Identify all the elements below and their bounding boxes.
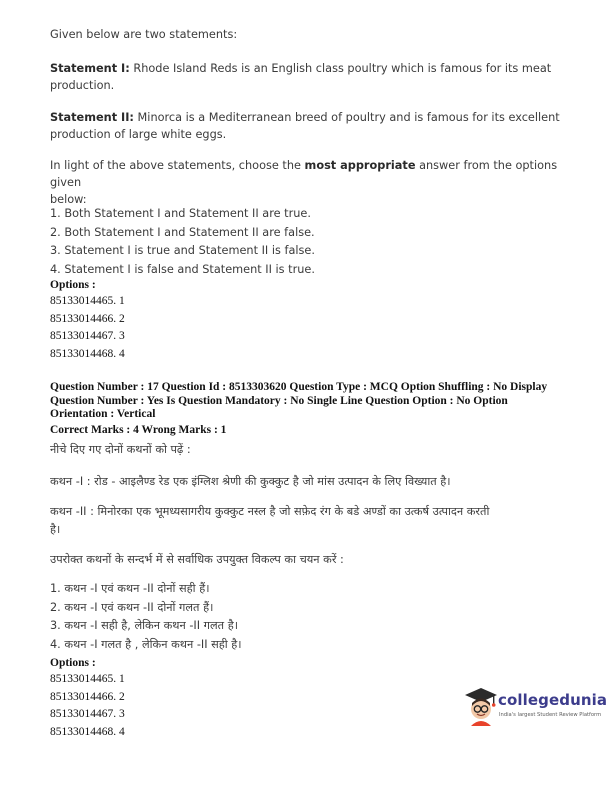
q16-choices [50, 205, 315, 279]
collegedunia-logo [464, 686, 608, 736]
q16-statement-2 [50, 109, 570, 143]
option-item: 85133014465. 1 [50, 295, 125, 307]
logo-tagline: India's largest Student Review Platform [499, 712, 602, 718]
statement-2-text: Minorca is a Mediterranean breed of poultry and is famous for its excellent [133, 111, 560, 124]
q17-instruction: उपरोक्त कथनों के सन्दर्भ में से सर्वाधिक उपयुक्त विकल्प का चयन करें : [50, 553, 344, 566]
q17-statement-2-text: कथन -II : मिनोरका एक भूमध्यसागरीय कुक्कुट नस्ल है जो सफ़ेद रंग के बडे अण्डों का उत्कर्ष उत्पादन करती [50, 505, 490, 518]
q17-header [50, 381, 590, 437]
q16-intro: Given below are two statements: [50, 28, 238, 41]
statement-1-label: Statement I: [50, 62, 130, 75]
statement-1-text: Rhode Island Reds is an English class poultry which is famous for its meat [129, 62, 552, 75]
choice-item: 1. Both Statement I and Statement II are true. [50, 207, 311, 220]
q17-options-label: Options : [50, 657, 96, 669]
q17-choices [50, 580, 242, 654]
q17-header-line: Question Number : 17 Question Id : 8513303620 Question Type : MCQ Option Shuffling : No Display [50, 381, 548, 393]
choice-item: 1. कथन -I एवं कथन -II दोनों सही हैं। [50, 582, 210, 595]
choice-item: 3. कथन -I सही है, लेकिन कथन -II गलत है। [50, 619, 238, 632]
option-item: 85133014468. 4 [50, 347, 125, 360]
statement-1-text-cont: production. [50, 79, 115, 92]
option-item: 85133014468. 4 [50, 725, 125, 738]
q17-statement-2-cont: है। [50, 523, 61, 536]
instruction-text-end: answer from the options given [50, 159, 558, 189]
q16-instruction [50, 157, 570, 208]
statement-2-text-cont: production of large white eggs. [50, 128, 227, 141]
q17-header-line: Question Number : Yes Is Question Mandatory : No Single Line Question Option : No Option [50, 394, 508, 407]
q17-header-line: Orientation : Vertical [50, 408, 156, 420]
instruction-text: In light of the above statements, choose the [50, 159, 305, 172]
logo-wordmark: collegedunia [498, 691, 608, 709]
choice-item: 2. कथन -I एवं कथन -II दोनों गलत हैं। [50, 600, 214, 614]
statement-2-label: Statement II: [50, 111, 134, 124]
choice-item: 2. Both Statement I and Statement II are false. [50, 225, 315, 239]
option-item: 85133014466. 2 [50, 312, 125, 325]
q16-statement-1 [50, 60, 570, 94]
choice-item: 4. कथन -I गलत है , लेकिन कथन -II सही है। [50, 637, 242, 651]
q16-options-label: Options : [50, 279, 96, 291]
instruction-text-cont: below: [50, 193, 87, 206]
graduate-mascot-icon [464, 686, 498, 726]
q17-options [50, 671, 125, 741]
q16-options [50, 293, 125, 363]
q17-marks: Correct Marks : 4 Wrong Marks : 1 [50, 423, 227, 436]
q17-statement-2 [50, 503, 570, 539]
q17-statement-1: कथन -I : रोड - आइलैण्ड रेड एक इंग्लिश श्रेणी की कुक्कुट है जो मांस उत्पादन के लिए विख्यात है। [50, 475, 451, 488]
option-item: 85133014467. 3 [50, 330, 125, 342]
q17-intro: नीचे दिए गए दोनों कथनों को पढ़ें : [50, 443, 191, 456]
choice-item: 3. Statement I is true and Statement II is false. [50, 244, 315, 257]
option-item: 85133014467. 3 [50, 708, 125, 720]
choice-item: 4. Statement I is false and Statement II is true. [50, 262, 315, 276]
option-item: 85133014466. 2 [50, 690, 125, 703]
instruction-emphasis: most appropriate [304, 159, 416, 172]
option-item: 85133014465. 1 [50, 673, 125, 685]
